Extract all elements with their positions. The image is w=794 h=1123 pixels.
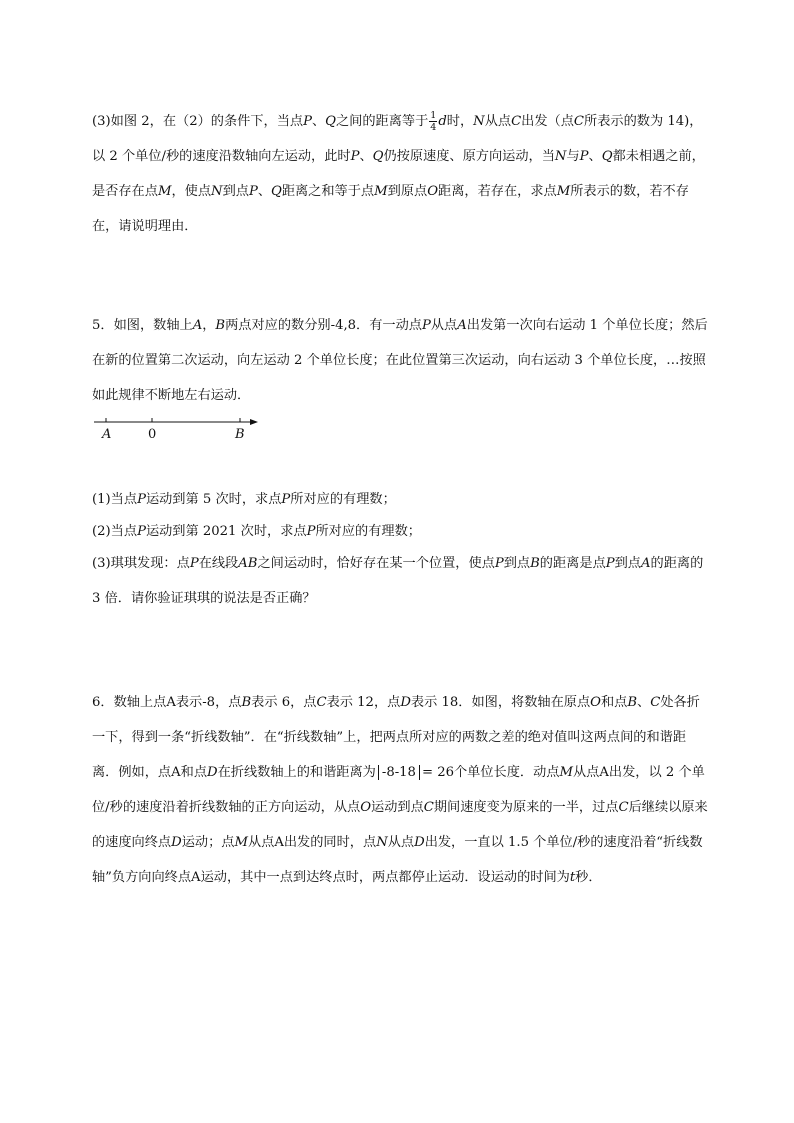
fraction-numerator: 1 [430, 110, 437, 121]
fraction-denominator: 4 [430, 122, 437, 133]
var-P: P [422, 318, 431, 333]
text: 运动到第 5 次时，求点 [145, 492, 282, 507]
question-4-part-3 [92, 104, 710, 244]
var-D: D [414, 835, 425, 850]
text: (3)琪琪发现：点 [92, 556, 190, 571]
question-5-part-1 [92, 482, 710, 517]
text: (2)当点 [92, 524, 138, 539]
var-B: B [241, 695, 252, 710]
number-line-arrow-icon [250, 419, 258, 425]
text: 到点 [222, 184, 249, 199]
text: 6．数轴上点A表示-8，点 [92, 695, 242, 710]
var-B: B [627, 695, 638, 710]
text: 在线段 [198, 556, 239, 571]
label-0: 0 [148, 427, 157, 442]
text: 的距离是点 [539, 556, 606, 571]
var-M: M [556, 184, 571, 199]
var-C: C [511, 114, 522, 129]
var-C: C [650, 695, 661, 710]
text: 表示 12，点 [326, 695, 401, 710]
var-D: D [171, 835, 182, 850]
var-AB: AB [238, 556, 258, 571]
var-O: O [427, 184, 439, 199]
text: 运动到第 2021 次时，求点 [145, 524, 307, 539]
text: 从点 [430, 318, 458, 333]
var-t: t [569, 870, 576, 885]
text: 与 [566, 149, 580, 164]
text: 所对应的有理数； [290, 492, 396, 507]
text: (3)如图 2，在（2）的条件下，当点 [92, 114, 304, 129]
var-B: B [530, 556, 540, 571]
var-N: N [376, 835, 388, 850]
text: 在折线数轴上的和谐距离为 [217, 765, 376, 780]
var-P: P [137, 492, 146, 507]
var-C: C [316, 695, 327, 710]
var-C: C [618, 800, 629, 815]
var-P: P [248, 184, 258, 199]
var-M: M [559, 765, 573, 780]
var-O: O [360, 800, 372, 815]
var-C: C [573, 114, 585, 129]
var-d: d [438, 114, 447, 129]
text: 从点A出发的同时，点 [247, 835, 377, 850]
text: 距离，若存在，求点 [438, 184, 557, 199]
number-line-figure [92, 412, 272, 444]
var-P: P [303, 114, 312, 129]
var-N: N [211, 184, 223, 199]
question-5-part-2 [92, 514, 710, 549]
text: 期间速度变为原来的一半，过点 [433, 800, 619, 815]
var-M: M [374, 184, 388, 199]
text: 5．如图，数轴上 [92, 318, 193, 333]
var-D: D [207, 765, 218, 780]
text: 表示 18．如图，将数轴在原点 [410, 695, 591, 710]
var-Q: Q [601, 149, 613, 164]
text: 的距离的 3 倍．请你验证琪琪的说法是否正确？ [92, 556, 704, 606]
text: 到点 [503, 556, 531, 571]
text: 后继续以原来的速度向终点 [92, 800, 708, 850]
question-5-part-3 [92, 546, 710, 616]
text: 运动到点 [371, 800, 424, 815]
text: 出发，一直以 1.5 个单位/秒的速度沿着“折线数轴”负方向向终点A运动，其中一点到达终点时，两点都停止运动．设运动的时间为 [92, 835, 703, 885]
text: 从点A出发，以 2 个单位/秒的速度沿着折线数轴的正方向运动，从点 [92, 765, 705, 815]
text: ，使点 [171, 184, 212, 199]
var-P: P [579, 149, 589, 164]
var-Q: Q [372, 149, 384, 164]
text: 到点 [614, 556, 641, 571]
question-5-stem [92, 308, 710, 413]
var-Q: Q [325, 114, 336, 129]
var-P: P [189, 556, 199, 571]
text: 出发（点 [521, 114, 574, 129]
var-N: N [554, 149, 567, 164]
var-P: P [350, 149, 360, 164]
var-P: P [605, 556, 615, 571]
var-Q: Q [271, 184, 282, 199]
var-P: P [306, 524, 316, 539]
var-A: A [640, 556, 651, 571]
text: (1)当点 [92, 492, 138, 507]
text: 秒． [575, 870, 602, 885]
var-B: B [215, 318, 226, 333]
var-M: M [157, 184, 172, 199]
text: 处各折一下，得到一条“折线数轴”．在“折线数轴”上，把两点所对应的两数之差的绝对值叫这两点间的和谐距离．例如，点A和点 [92, 695, 700, 780]
text: 表示 6，点 [251, 695, 317, 710]
text: 、 [637, 695, 651, 710]
text: 所对应的有理数； [315, 524, 421, 539]
var-P: P [281, 492, 291, 507]
var-P: P [137, 524, 146, 539]
fraction-one-quarter [429, 110, 437, 133]
text: 从点 [387, 835, 415, 850]
text: 距离之和等于点 [281, 184, 375, 199]
var-D: D [400, 695, 411, 710]
text: 出发第一次向右运动 1 个单位长度；然后在新的位置第二次运动，向左运动 2 个单位长度；在此位置第三次运动，向右运动 3 个单位长度，…按照如此规律不断地左右运动． [92, 318, 708, 403]
text: 从点 [484, 114, 512, 129]
var-N: N [473, 114, 485, 129]
text: 、 [359, 149, 373, 164]
text: ， [202, 318, 216, 333]
text: 仍按原速度、原方向运动，当 [383, 149, 555, 164]
var-C: C [423, 800, 434, 815]
text: 都未相遇之前，是否存在点 [92, 149, 705, 199]
label-B: B [235, 427, 245, 442]
var-A: A [457, 318, 467, 333]
text: 、 [311, 114, 326, 129]
text: 、 [257, 184, 271, 199]
text: 到原点 [387, 184, 428, 199]
text: 之间运动时，恰好存在某一个位置，使点 [257, 556, 495, 571]
var-P: P [494, 556, 504, 571]
text: 时， [446, 114, 474, 129]
var-O: O [590, 695, 601, 710]
text: 、 [588, 149, 602, 164]
text: 所表示的数为 14)，以 2 个单位/秒的速度沿数轴向左运动，此时 [92, 114, 703, 164]
text: 运动；点 [181, 835, 235, 850]
text: 两点对应的数分别-4,8．有一动点 [225, 318, 422, 333]
var-M: M [234, 835, 248, 850]
text: 之间的距离等于 [335, 114, 429, 129]
text: 所表示的数，若不存在，请说明理由． [92, 184, 689, 234]
absolute-value-expression: -8-18 [378, 765, 420, 780]
question-6-stem [92, 685, 710, 895]
text: = 26个单位长度．动点 [421, 765, 560, 780]
label-A: A [102, 427, 112, 442]
var-A: A [192, 318, 203, 333]
text: 和点 [600, 695, 628, 710]
